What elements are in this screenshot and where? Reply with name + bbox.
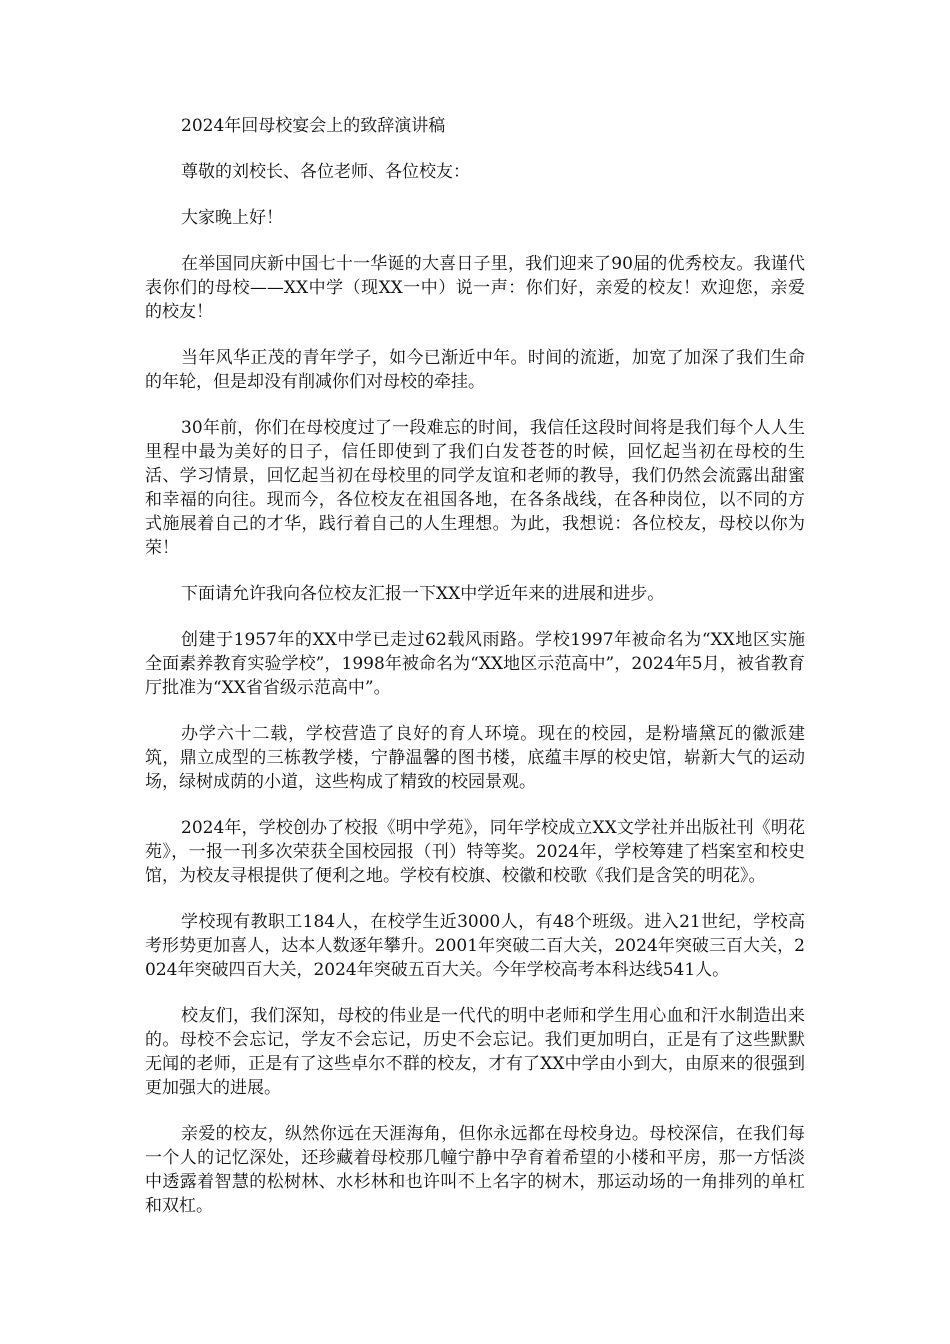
document-title: 2024年回母校宴会上的致辞演讲稿 xyxy=(181,116,446,136)
body-paragraph: 当年风华正茂的青年学子，如今已渐近中年。时间的流逝，加宽了加深了我们生命的年轮，但是却没有削减你们对母校的牵挂。 xyxy=(145,348,805,392)
salutation-paragraph: 尊敬的刘校长、各位老师、各位校友： xyxy=(181,162,470,182)
body-paragraph: 2024年，学校创办了校报《明中学苑》，同年学校成立XX文学社并出版社刊《明花苑》，一报一刊多次荣获全国校园报（刊）特等奖。2024年，学校筹建了档案室和校史馆，为校友寻根提供了便利之地。学校有校旗、校徽和校歌《我们是含笑的明花》。 xyxy=(145,818,805,886)
body-paragraph: 校友们，我们深知，母校的伟业是一代代的明中老师和学生用心血和汗水制造出来的。母校不会忘记，学友不会忘记，历史不会忘记。我们更加明白，正是有了这些默默无闻的老师，正是有了这些卓尔不群的校友，才有了XX中学由小到大，由原来的很强到更加强大的进展。 xyxy=(145,1006,805,1098)
greeting-paragraph: 大家晚上好！ xyxy=(181,208,283,228)
body-paragraph: 办学六十二载，学校营造了良好的育人环境。现在的校园，是粉墙黛瓦的徽派建筑，鼎立成型的三栋教学楼，宁静温馨的图书楼，底蕴丰厚的校史馆，崭新大气的运动场，绿树成荫的小道，这些构成了精致的校园景观。 xyxy=(145,724,805,792)
body-paragraph: 在举国同庆新中国七十一华诞的大喜日子里，我们迎来了90届的优秀校友。我谨代表你们的母校——XX中学（现XX一中）说一声：你们好，亲爱的校友！欢迎您，亲爱的校友！ xyxy=(145,254,805,322)
body-paragraph: 亲爱的校友，纵然你远在天涯海角，但你永远都在母校身边。母校深信，在我们每一个人的记忆深处，还珍藏着母校那几幢宁静中孕育着希望的小楼和平房，那一方恬淡中透露着智慧的松树林、水杉林和也许叫不上名字的树木，那运动场的一角排列的单杠和双杠。 xyxy=(145,1124,805,1216)
body-paragraph: 创建于1957年的XX中学已走过62载风雨路。学校1997年被命名为“XX地区实施全面素养教育实验学校”，1998年被命名为“XX地区示范高中”，2024年5月，被省教育厅批准为“XX省省级示范高中”。 xyxy=(145,630,805,698)
document-body xyxy=(145,114,805,1240)
body-paragraph: 下面请允许我向各位校友汇报一下XX中学近年来的进展和进步。 xyxy=(181,584,665,604)
body-paragraph: 30年前，你们在母校度过了一段难忘的时间，我信任这段时间将是我们每个人人生里程中最为美好的日子，信任即使到了我们白发苍苍的时候，回忆起当初在母校的生活、学习情景，回忆起当初在母校里的同学友谊和老师的教导，我们仍然会流露出甜蜜和幸福的向往。现而今，各位校友在祖国各地，在各条战线，在各种岗位，以不同的方式施展着自己的才华，践行着自己的人生理想。为此，我想说：各位校友，母校以你为荣！ xyxy=(145,418,805,558)
body-paragraph: 学校现有教职工184人，在校学生近3000人，有48个班级。进入21世纪，学校高考形势更加喜人，达本人数逐年攀升。2001年突破二百大关，2024年突破三百大关，2024年突破四百大关，2024年突破五百大关。今年学校高考本科达线541人。 xyxy=(145,912,805,980)
